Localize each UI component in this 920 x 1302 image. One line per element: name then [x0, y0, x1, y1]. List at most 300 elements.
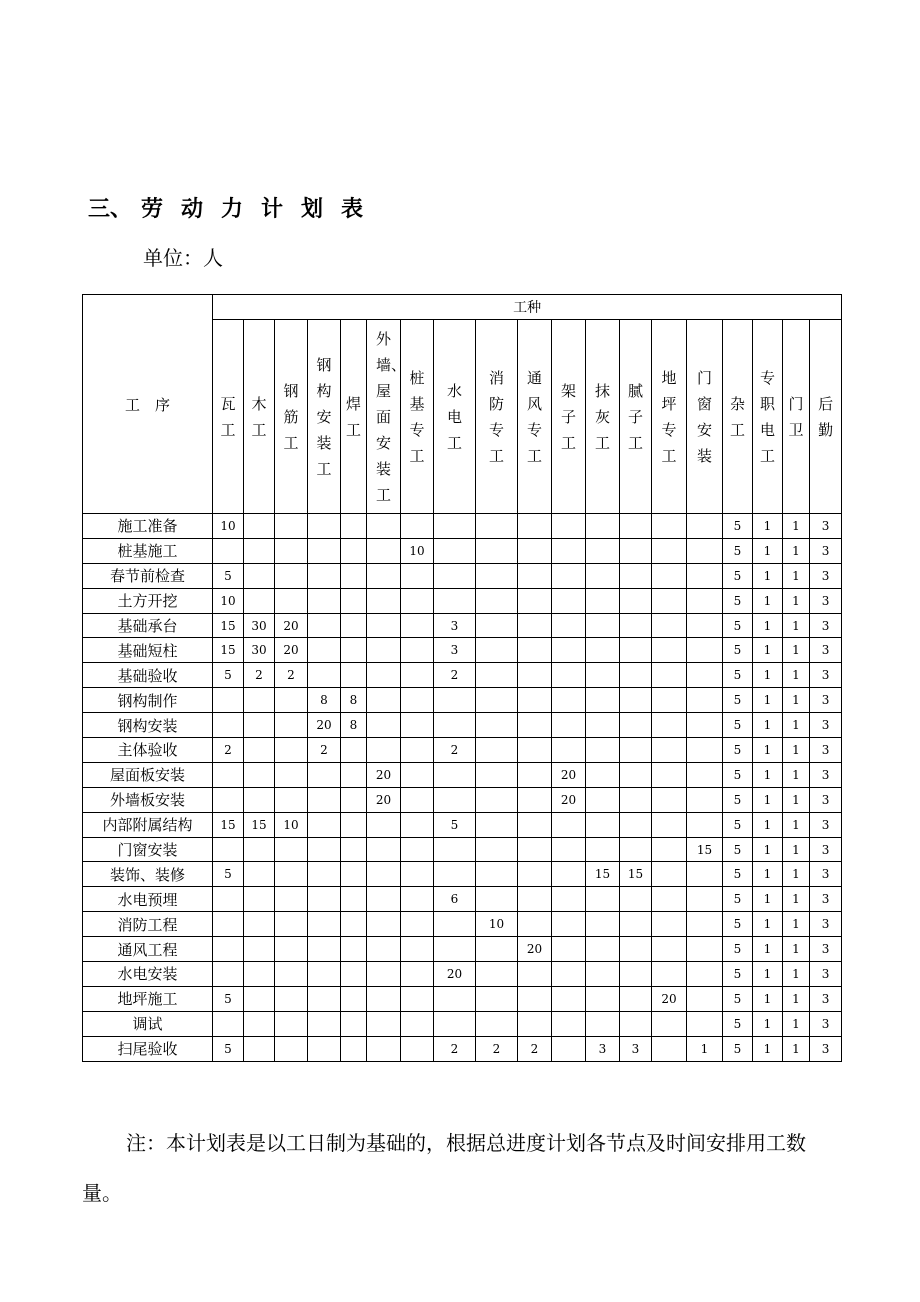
- headcount-cell: [275, 688, 308, 713]
- table-row: [83, 837, 842, 862]
- headcount-cell: 5: [434, 812, 476, 837]
- headcount-cell: 3: [810, 613, 842, 638]
- headcount-cell: [341, 613, 367, 638]
- trade-column-header: [275, 320, 308, 514]
- headcount-cell: [476, 862, 518, 887]
- headcount-cell: [341, 837, 367, 862]
- headcount-cell: [620, 912, 652, 937]
- headcount-cell: 5: [723, 787, 753, 812]
- headcount-cell: [244, 588, 275, 613]
- headcount-cell: [586, 887, 620, 912]
- process-name: 钢构安装: [83, 713, 213, 738]
- headcount-cell: [275, 986, 308, 1011]
- headcount-cell: [518, 713, 552, 738]
- table-row: [83, 638, 842, 663]
- headcount-cell: 1: [753, 837, 783, 862]
- headcount-cell: 2: [434, 663, 476, 688]
- headcount-cell: 1: [783, 538, 810, 563]
- trade-column-header: [244, 320, 275, 514]
- headcount-cell: [341, 986, 367, 1011]
- headcount-cell: 3: [810, 862, 842, 887]
- headcount-cell: [586, 912, 620, 937]
- headcount-cell: 8: [308, 688, 341, 713]
- headcount-cell: [341, 663, 367, 688]
- trade-column-header: [434, 320, 476, 514]
- process-name: 消防工程: [83, 912, 213, 937]
- headcount-cell: 15: [687, 837, 723, 862]
- headcount-cell: [518, 812, 552, 837]
- headcount-cell: 5: [723, 563, 753, 588]
- headcount-cell: [518, 887, 552, 912]
- headcount-cell: [552, 663, 586, 688]
- headcount-cell: 2: [275, 663, 308, 688]
- title-char: 动: [181, 196, 204, 222]
- headcount-cell: [244, 538, 275, 563]
- headcount-cell: [275, 862, 308, 887]
- headcount-cell: [341, 538, 367, 563]
- headcount-cell: [401, 588, 434, 613]
- process-name: 通风工程: [83, 937, 213, 962]
- headcount-cell: [367, 514, 401, 539]
- headcount-cell: [401, 937, 434, 962]
- headcount-cell: [687, 688, 723, 713]
- table-row: [83, 514, 842, 539]
- process-name: 水电安装: [83, 962, 213, 987]
- headcount-cell: 1: [753, 638, 783, 663]
- table-row: [83, 812, 842, 837]
- headcount-cell: [308, 762, 341, 787]
- process-name: 屋面板安装: [83, 762, 213, 787]
- trade-column-header: [586, 320, 620, 514]
- headcount-cell: 5: [723, 738, 753, 763]
- headcount-cell: 3: [810, 663, 842, 688]
- headcount-cell: [552, 688, 586, 713]
- headcount-cell: 8: [341, 713, 367, 738]
- headcount-cell: 3: [810, 738, 842, 763]
- headcount-cell: [476, 638, 518, 663]
- headcount-cell: 3: [810, 1011, 842, 1036]
- headcount-cell: 5: [723, 638, 753, 663]
- headcount-cell: [687, 912, 723, 937]
- headcount-cell: [620, 613, 652, 638]
- headcount-cell: 5: [213, 862, 244, 887]
- headcount-cell: [308, 613, 341, 638]
- headcount-cell: [652, 713, 687, 738]
- headcount-cell: 1: [753, 514, 783, 539]
- headcount-cell: [518, 563, 552, 588]
- trade-column-header: [687, 320, 723, 514]
- trade-column-label: 焊工: [346, 394, 362, 439]
- headcount-cell: [687, 962, 723, 987]
- headcount-cell: [620, 762, 652, 787]
- headcount-cell: 20: [434, 962, 476, 987]
- headcount-cell: [687, 1011, 723, 1036]
- headcount-cell: 3: [586, 1036, 620, 1061]
- headcount-cell: [434, 986, 476, 1011]
- title-char: 划: [301, 196, 324, 222]
- headcount-cell: [275, 538, 308, 563]
- headcount-cell: [434, 538, 476, 563]
- title-char: 表: [341, 196, 364, 222]
- headcount-cell: [620, 588, 652, 613]
- table-row: [83, 663, 842, 688]
- headcount-cell: [586, 812, 620, 837]
- headcount-cell: 1: [687, 1036, 723, 1061]
- headcount-cell: [620, 663, 652, 688]
- headcount-cell: [586, 986, 620, 1011]
- process-name: 地坪施工: [83, 986, 213, 1011]
- headcount-cell: 1: [783, 787, 810, 812]
- headcount-cell: 2: [476, 1036, 518, 1061]
- headcount-cell: [367, 1011, 401, 1036]
- headcount-cell: [367, 837, 401, 862]
- headcount-cell: [213, 787, 244, 812]
- headcount-cell: 20: [275, 613, 308, 638]
- table-row: [83, 738, 842, 763]
- headcount-cell: [687, 638, 723, 663]
- headcount-cell: [652, 787, 687, 812]
- headcount-cell: [586, 563, 620, 588]
- headcount-cell: [367, 738, 401, 763]
- table-row: [83, 588, 842, 613]
- headcount-cell: [652, 514, 687, 539]
- headcount-cell: [244, 762, 275, 787]
- headcount-cell: [275, 514, 308, 539]
- headcount-cell: [552, 738, 586, 763]
- headcount-cell: [244, 887, 275, 912]
- headcount-cell: [620, 713, 652, 738]
- headcount-cell: [476, 613, 518, 638]
- headcount-cell: [367, 1036, 401, 1061]
- headcount-cell: [518, 688, 552, 713]
- headcount-cell: [687, 937, 723, 962]
- headcount-cell: [275, 912, 308, 937]
- headcount-cell: [552, 986, 586, 1011]
- headcount-cell: 1: [783, 962, 810, 987]
- process-header: 工 序: [83, 295, 213, 514]
- headcount-cell: [687, 514, 723, 539]
- headcount-cell: 1: [753, 613, 783, 638]
- headcount-cell: 1: [753, 962, 783, 987]
- headcount-cell: [434, 588, 476, 613]
- title-char: 劳: [141, 196, 164, 222]
- headcount-cell: [652, 688, 687, 713]
- headcount-cell: [687, 762, 723, 787]
- headcount-cell: 1: [783, 688, 810, 713]
- headcount-cell: [552, 613, 586, 638]
- headcount-cell: 20: [552, 762, 586, 787]
- headcount-cell: 15: [620, 862, 652, 887]
- headcount-cell: [401, 663, 434, 688]
- headcount-cell: [244, 862, 275, 887]
- trade-column-label: 桩基专工: [409, 368, 425, 465]
- headcount-cell: 1: [753, 862, 783, 887]
- headcount-cell: [275, 1036, 308, 1061]
- headcount-cell: [620, 514, 652, 539]
- headcount-cell: 5: [723, 962, 753, 987]
- headcount-cell: [586, 538, 620, 563]
- headcount-cell: 1: [783, 563, 810, 588]
- trade-column-header: [401, 320, 434, 514]
- headcount-cell: [620, 688, 652, 713]
- headcount-cell: 1: [783, 638, 810, 663]
- headcount-cell: 3: [810, 538, 842, 563]
- headcount-cell: [213, 912, 244, 937]
- headcount-cell: [213, 937, 244, 962]
- process-name: 主体验收: [83, 738, 213, 763]
- headcount-cell: [401, 738, 434, 763]
- headcount-cell: [652, 613, 687, 638]
- headcount-cell: 8: [341, 688, 367, 713]
- headcount-cell: 3: [810, 812, 842, 837]
- headcount-cell: [213, 538, 244, 563]
- headcount-cell: [213, 837, 244, 862]
- headcount-cell: 1: [783, 613, 810, 638]
- headcount-cell: [401, 1036, 434, 1061]
- headcount-cell: 30: [244, 613, 275, 638]
- headcount-cell: [308, 563, 341, 588]
- headcount-cell: [476, 887, 518, 912]
- headcount-cell: [434, 787, 476, 812]
- headcount-cell: 20: [367, 762, 401, 787]
- headcount-cell: [652, 937, 687, 962]
- trade-column-label: 专职电工: [760, 368, 776, 465]
- headcount-cell: [341, 514, 367, 539]
- headcount-cell: [308, 1011, 341, 1036]
- headcount-cell: [518, 837, 552, 862]
- page-title: [88, 192, 372, 223]
- headcount-cell: 3: [620, 1036, 652, 1061]
- process-name: 桩基施工: [83, 538, 213, 563]
- headcount-cell: [518, 912, 552, 937]
- headcount-cell: [434, 912, 476, 937]
- headcount-cell: [434, 762, 476, 787]
- headcount-cell: 30: [244, 638, 275, 663]
- headcount-cell: 3: [810, 588, 842, 613]
- headcount-cell: [620, 1011, 652, 1036]
- headcount-cell: [586, 713, 620, 738]
- headcount-cell: [401, 812, 434, 837]
- headcount-cell: [586, 738, 620, 763]
- title-char: 计: [261, 196, 284, 222]
- headcount-cell: 2: [434, 1036, 476, 1061]
- headcount-cell: [308, 962, 341, 987]
- headcount-cell: [308, 787, 341, 812]
- headcount-cell: [308, 912, 341, 937]
- headcount-cell: [401, 638, 434, 663]
- headcount-cell: [367, 986, 401, 1011]
- headcount-cell: 20: [652, 986, 687, 1011]
- headcount-cell: [552, 837, 586, 862]
- headcount-cell: [652, 812, 687, 837]
- headcount-cell: 3: [810, 887, 842, 912]
- headcount-cell: [401, 1011, 434, 1036]
- headcount-cell: [586, 688, 620, 713]
- headcount-cell: [401, 912, 434, 937]
- headcount-cell: [341, 1011, 367, 1036]
- headcount-cell: [244, 1036, 275, 1061]
- headcount-cell: [367, 638, 401, 663]
- headcount-cell: [308, 986, 341, 1011]
- headcount-cell: [341, 588, 367, 613]
- process-name: 装饰、装修: [83, 862, 213, 887]
- headcount-cell: 1: [783, 514, 810, 539]
- table-row: [83, 862, 842, 887]
- trade-column-label: 地坪专工: [661, 368, 677, 465]
- trade-column-header: [652, 320, 687, 514]
- headcount-cell: [367, 663, 401, 688]
- headcount-cell: 1: [753, 663, 783, 688]
- process-name: 钢构制作: [83, 688, 213, 713]
- headcount-cell: 3: [810, 912, 842, 937]
- headcount-cell: [275, 762, 308, 787]
- headcount-cell: [552, 962, 586, 987]
- headcount-cell: [401, 862, 434, 887]
- headcount-cell: [652, 638, 687, 663]
- table-row: [83, 787, 842, 812]
- process-name: 施工准备: [83, 514, 213, 539]
- headcount-cell: [341, 812, 367, 837]
- headcount-cell: 1: [753, 812, 783, 837]
- headcount-cell: [275, 738, 308, 763]
- headcount-cell: 5: [723, 837, 753, 862]
- trade-column-header: [476, 320, 518, 514]
- headcount-cell: [687, 538, 723, 563]
- headcount-cell: [552, 538, 586, 563]
- trade-column-header: [552, 320, 586, 514]
- headcount-cell: 10: [476, 912, 518, 937]
- process-name: 水电预埋: [83, 887, 213, 912]
- headcount-cell: 1: [753, 713, 783, 738]
- headcount-cell: [476, 588, 518, 613]
- headcount-cell: 1: [753, 986, 783, 1011]
- headcount-cell: [341, 787, 367, 812]
- headcount-cell: [275, 563, 308, 588]
- headcount-cell: [434, 1011, 476, 1036]
- headcount-cell: [687, 713, 723, 738]
- headcount-cell: [244, 937, 275, 962]
- headcount-cell: [275, 887, 308, 912]
- headcount-cell: 20: [552, 787, 586, 812]
- headcount-cell: [434, 688, 476, 713]
- headcount-cell: 5: [723, 663, 753, 688]
- headcount-cell: 3: [810, 962, 842, 987]
- headcount-cell: [518, 962, 552, 987]
- trade-group-header: 工种: [213, 295, 842, 320]
- headcount-cell: [620, 837, 652, 862]
- headcount-cell: [620, 638, 652, 663]
- headcount-cell: [434, 563, 476, 588]
- headcount-cell: 5: [723, 1036, 753, 1061]
- headcount-cell: 1: [783, 912, 810, 937]
- headcount-cell: [434, 713, 476, 738]
- headcount-cell: 5: [723, 713, 753, 738]
- table-row: [83, 937, 842, 962]
- headcount-cell: [367, 563, 401, 588]
- headcount-cell: [308, 812, 341, 837]
- headcount-cell: [586, 962, 620, 987]
- headcount-cell: [401, 837, 434, 862]
- process-name: 基础承台: [83, 613, 213, 638]
- headcount-cell: 5: [723, 588, 753, 613]
- headcount-cell: 1: [783, 837, 810, 862]
- headcount-cell: [401, 887, 434, 912]
- headcount-cell: 5: [213, 563, 244, 588]
- headcount-cell: [308, 588, 341, 613]
- headcount-cell: [652, 912, 687, 937]
- headcount-cell: [687, 663, 723, 688]
- headcount-cell: [687, 787, 723, 812]
- headcount-cell: 1: [783, 937, 810, 962]
- headcount-cell: 2: [308, 738, 341, 763]
- headcount-cell: [367, 862, 401, 887]
- headcount-cell: 1: [753, 887, 783, 912]
- table-row: [83, 912, 842, 937]
- headcount-cell: 1: [753, 738, 783, 763]
- headcount-cell: [476, 962, 518, 987]
- headcount-cell: [367, 937, 401, 962]
- headcount-cell: [552, 887, 586, 912]
- headcount-cell: [275, 837, 308, 862]
- table-row: [83, 613, 842, 638]
- headcount-cell: 5: [723, 538, 753, 563]
- headcount-cell: [476, 837, 518, 862]
- headcount-cell: 10: [275, 812, 308, 837]
- headcount-cell: [687, 563, 723, 588]
- trade-column-header: [341, 320, 367, 514]
- table-row: [83, 688, 842, 713]
- headcount-cell: 1: [783, 738, 810, 763]
- headcount-cell: 3: [810, 787, 842, 812]
- headcount-cell: [652, 962, 687, 987]
- headcount-cell: [244, 713, 275, 738]
- process-name: 春节前检查: [83, 563, 213, 588]
- trade-column-label: 水电工: [447, 381, 463, 452]
- headcount-cell: [244, 688, 275, 713]
- headcount-cell: [620, 738, 652, 763]
- headcount-cell: 2: [244, 663, 275, 688]
- headcount-cell: [367, 812, 401, 837]
- headcount-cell: 15: [586, 862, 620, 887]
- headcount-cell: [401, 688, 434, 713]
- headcount-cell: [476, 563, 518, 588]
- headcount-cell: 1: [783, 1011, 810, 1036]
- trade-column-label: 木工: [251, 394, 267, 439]
- headcount-cell: 5: [213, 1036, 244, 1061]
- headcount-cell: [552, 862, 586, 887]
- process-name: 扫尾验收: [83, 1036, 213, 1061]
- headcount-cell: [401, 514, 434, 539]
- headcount-cell: [476, 738, 518, 763]
- table-row: [83, 887, 842, 912]
- headcount-cell: 2: [434, 738, 476, 763]
- headcount-cell: [341, 887, 367, 912]
- headcount-cell: [476, 762, 518, 787]
- headcount-cell: [401, 713, 434, 738]
- headcount-cell: [518, 588, 552, 613]
- headcount-cell: [213, 1011, 244, 1036]
- headcount-cell: [518, 862, 552, 887]
- headcount-cell: [308, 887, 341, 912]
- trade-column-header: [810, 320, 842, 514]
- headcount-cell: 1: [783, 762, 810, 787]
- trade-column-label: 钢筋工: [283, 381, 299, 452]
- headcount-cell: [652, 738, 687, 763]
- headcount-cell: [586, 937, 620, 962]
- headcount-cell: [244, 962, 275, 987]
- headcount-cell: [586, 762, 620, 787]
- headcount-cell: [401, 762, 434, 787]
